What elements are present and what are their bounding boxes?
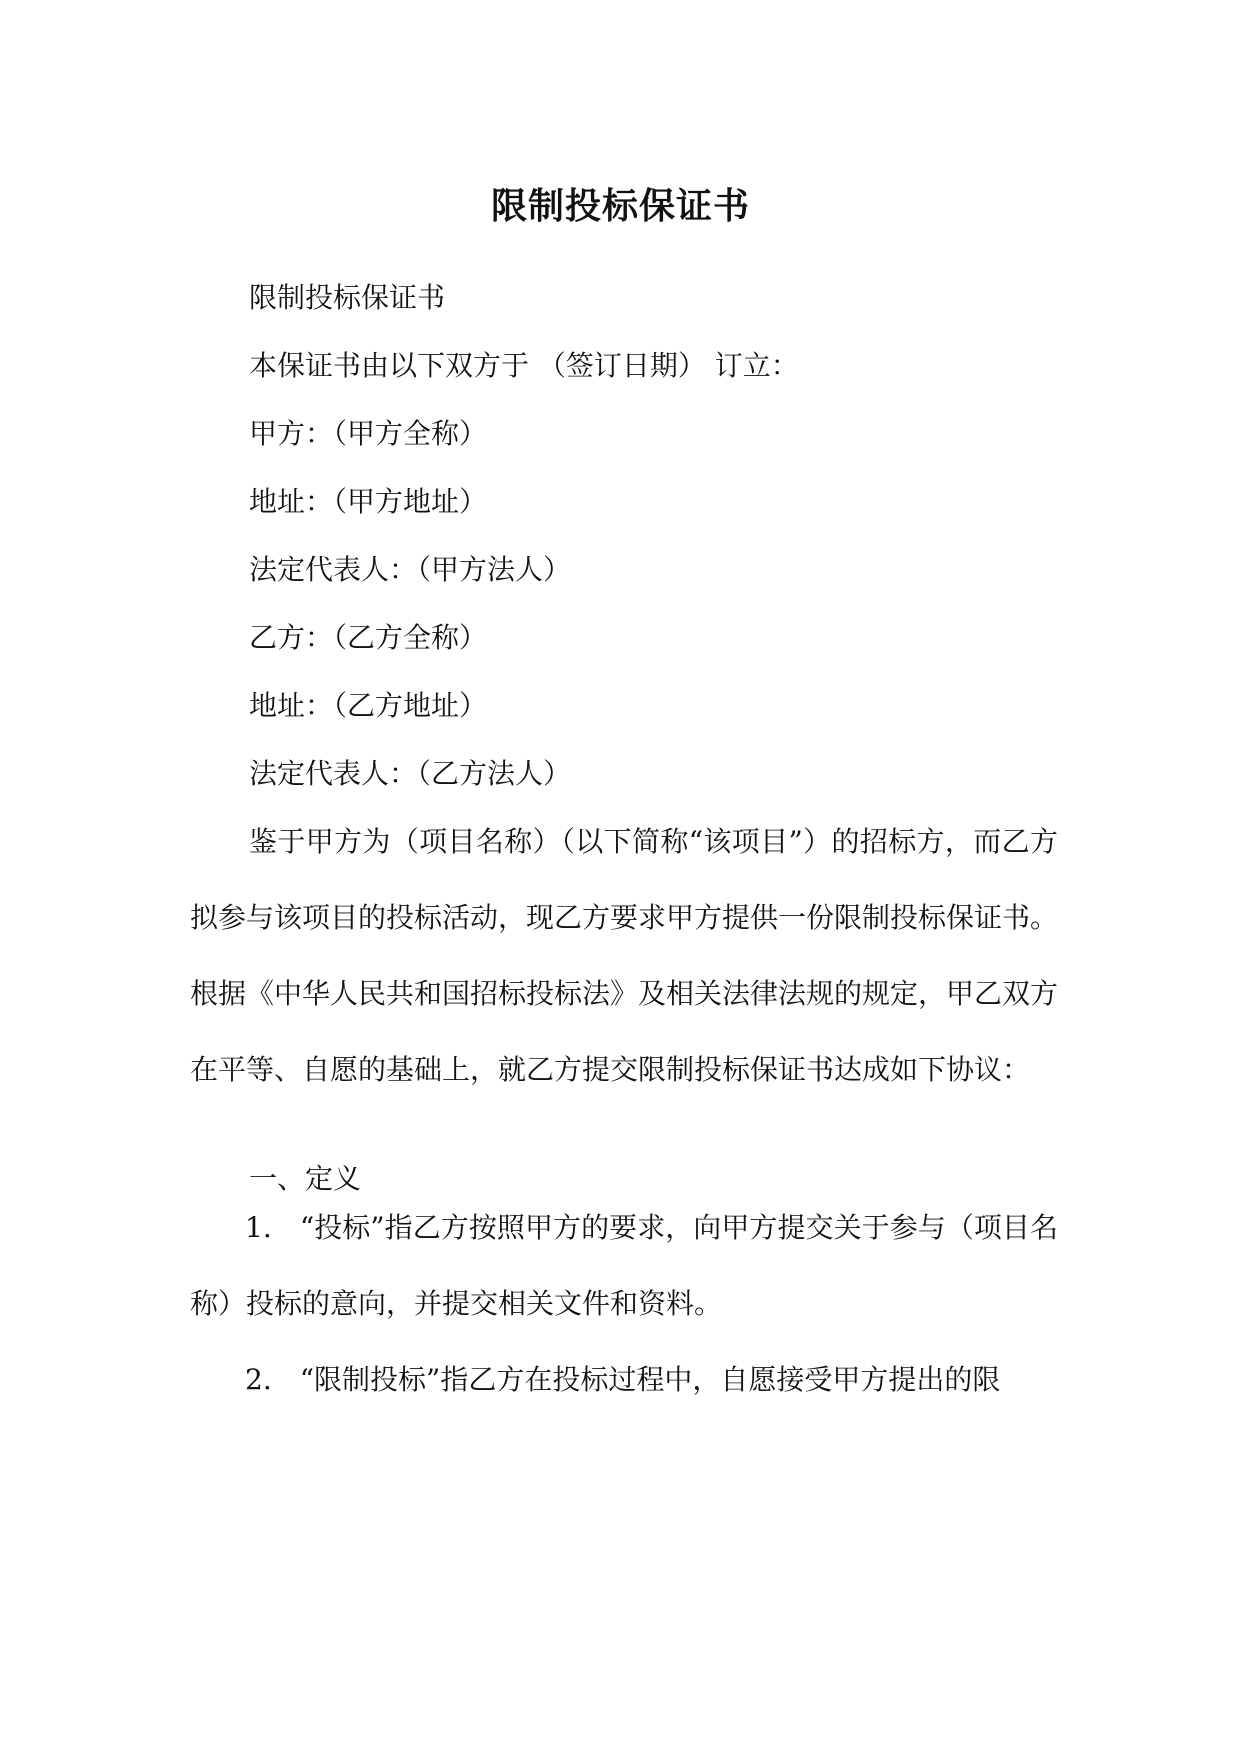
- subtitle-line: 限制投标保证书: [249, 281, 446, 314]
- definition-item-1: 1. “投标”指乙方按照甲方的要求，向甲方提交关于参与（项目名称）投标的意向，并提交相关文件和资料。: [190, 1211, 1058, 1320]
- section-heading-definitions: 一、定义: [249, 1162, 362, 1195]
- intro-paragraph: 鉴于甲方为（项目名称）（以下简称“该项目”）的招标方，而乙方拟参与该项目的投标活动，现乙方要求甲方提供一份限制投标保证书。根据《中华人民共和国招标投标法》及相关法律法规的规定，甲乙双方在平等、自愿的基础上，就乙方提交限制投标保证书达成如下协议：: [190, 825, 1059, 1086]
- party-b-address-line: 地址：（乙方地址）: [249, 689, 488, 722]
- party-b-representative-line: 法定代表人：（乙方法人）: [249, 757, 572, 790]
- document-title: 限制投标保证书: [490, 185, 750, 227]
- signing-date-line: 本保证书由以下双方于 （签订日期） 订立：: [249, 349, 799, 382]
- party-a-representative-line: 法定代表人：（甲方法人）: [249, 553, 572, 586]
- party-a-address-line: 地址：（甲方地址）: [249, 485, 488, 518]
- definition-item-2: 2. “限制投标”指乙方在投标过程中，自愿接受甲方提出的限: [245, 1363, 1001, 1396]
- party-a-name-line: 甲方：（甲方全称）: [249, 417, 488, 450]
- party-b-name-line: 乙方：（乙方全称）: [249, 621, 488, 654]
